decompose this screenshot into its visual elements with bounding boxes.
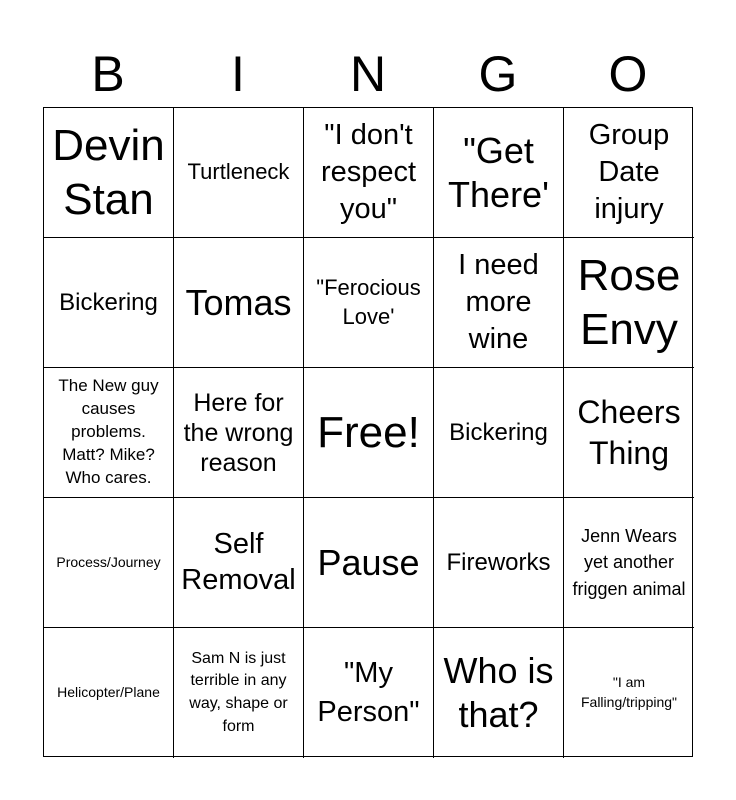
- bingo-cell-r5-c5[interactable]: [564, 628, 694, 758]
- cell-text: Fireworks: [446, 548, 551, 576]
- cell-text: "My Person": [317, 656, 420, 728]
- bingo-cell-r5-c4[interactable]: [434, 628, 564, 758]
- cell-text: "Ferocious Love': [316, 274, 421, 329]
- bingo-cell-r3-c1[interactable]: [44, 368, 174, 498]
- bingo-cell-r1-c5[interactable]: [564, 108, 694, 238]
- header-letter-b: B: [91, 46, 125, 102]
- cell-text: Here for the wrong reason: [183, 388, 294, 477]
- cell-text: Sam N is just terrible in any way, shape or form: [189, 649, 288, 735]
- cell-text: Self Removal: [181, 528, 296, 596]
- header-letter-g: G: [478, 46, 518, 102]
- bingo-cell-r1-c2[interactable]: [174, 108, 304, 238]
- header-letter-i: I: [231, 46, 245, 102]
- bingo-cell-r3-c2[interactable]: [174, 368, 304, 498]
- bingo-cell-r2-c5[interactable]: [564, 238, 694, 368]
- bingo-cell-r4-c4[interactable]: [434, 498, 564, 628]
- bingo-cell-free-space[interactable]: [304, 368, 434, 498]
- bingo-cell-r2-c4[interactable]: [434, 238, 564, 368]
- bingo-card-grid: [43, 107, 693, 757]
- header-letter-o: O: [608, 46, 648, 102]
- cell-text: Group Date injury: [588, 118, 670, 226]
- free-space-text: Free!: [317, 407, 420, 457]
- cell-text: Process/Journey: [56, 553, 161, 570]
- bingo-cell-r4-c3[interactable]: [304, 498, 434, 628]
- bingo-cell-r1-c1[interactable]: [44, 108, 174, 238]
- cell-text: I need more wine: [458, 248, 539, 356]
- bingo-cell-r5-c2[interactable]: [174, 628, 304, 758]
- bingo-cell-r2-c3[interactable]: [304, 238, 434, 368]
- bingo-header: [43, 40, 693, 108]
- cell-text: Bickering: [59, 288, 158, 316]
- cell-text: Pause: [317, 541, 420, 583]
- cell-text: Tomas: [185, 281, 292, 323]
- cell-text: Jenn Wears yet another friggen animal: [572, 526, 686, 599]
- bingo-cell-r3-c4[interactable]: [434, 368, 564, 498]
- cell-text: Devin Stan: [52, 120, 165, 224]
- bingo-cell-r5-c3[interactable]: [304, 628, 434, 758]
- bingo-cell-r4-c5[interactable]: [564, 498, 694, 628]
- bingo-cell-r2-c1[interactable]: [44, 238, 174, 368]
- cell-text: The New guy causes problems. Matt? Mike? Who cares.: [58, 376, 159, 487]
- cell-text: Turtleneck: [187, 159, 290, 185]
- bingo-cell-r1-c4[interactable]: [434, 108, 564, 238]
- cell-text: Rose Envy: [577, 250, 681, 354]
- bingo-cell-r3-c5[interactable]: [564, 368, 694, 498]
- bingo-cell-r5-c1[interactable]: [44, 628, 174, 758]
- cell-text: Cheers Thing: [577, 393, 681, 471]
- bingo-cell-r2-c2[interactable]: [174, 238, 304, 368]
- cell-text: Who is that?: [443, 650, 554, 735]
- cell-text: "I don't respect you": [320, 118, 417, 226]
- bingo-cell-r1-c3[interactable]: [304, 108, 434, 238]
- cell-text: Helicopter/Plane: [57, 684, 160, 701]
- bingo-cell-r4-c2[interactable]: [174, 498, 304, 628]
- cell-text: "I am Falling/tripping": [580, 674, 678, 710]
- cell-text: "Get There': [448, 129, 549, 215]
- cell-text: Bickering: [449, 418, 548, 446]
- bingo-cell-r4-c1[interactable]: [44, 498, 174, 628]
- header-letter-n: N: [349, 46, 387, 102]
